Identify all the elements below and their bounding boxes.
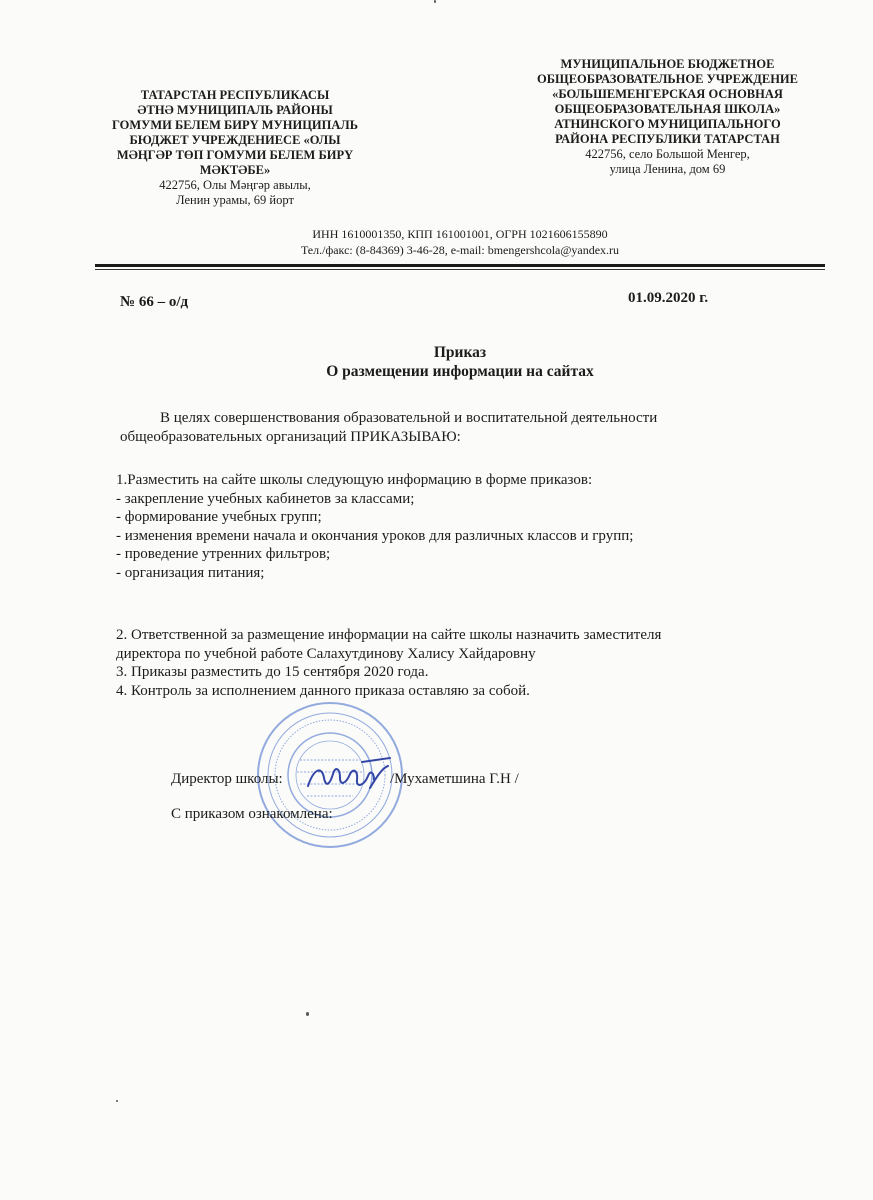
director-name: /Мухаметшина Г.Н / bbox=[390, 771, 519, 787]
order-item: директора по учебной работе Салахутдинову Халису Хайдаровну bbox=[116, 645, 536, 662]
acknowledgement-label: С приказом ознакомлена: bbox=[171, 806, 333, 822]
header-right-address: улица Ленина, дом 69 bbox=[609, 162, 726, 176]
header-right-line: РАЙОНА РЕСПУБЛИКИ ТАТАРСТАН bbox=[555, 132, 780, 146]
document-title bbox=[230, 343, 690, 381]
scan-speck bbox=[306, 1012, 309, 1016]
header-right bbox=[515, 57, 820, 177]
header-left-line: ГОМУМИ БЕЛЕМ БИРҮ МУНИЦИПАЛЬ bbox=[112, 118, 358, 132]
order-item: 3. Приказы разместить до 15 сентября 2020 года. bbox=[116, 664, 429, 680]
scan-speck bbox=[116, 1100, 118, 1102]
list-item: - организация питания; bbox=[116, 564, 265, 581]
header-right-address: 422756, село Большой Менгер, bbox=[585, 147, 750, 161]
order-date: 01.09.2020 г. bbox=[628, 290, 709, 306]
requisites bbox=[240, 226, 680, 258]
order-item: 4. Контроль за исполнением данного приказа оставляю за собой. bbox=[116, 682, 530, 699]
items-tail bbox=[116, 626, 661, 700]
header-left-address: Ленин урамы, 69 йорт bbox=[176, 193, 294, 207]
director-label: Директор школы: bbox=[171, 771, 283, 787]
requisites-ids: ИНН 1610001350, КПП 161001001, ОГРН 1021606155890 bbox=[312, 227, 608, 241]
list-item: - формирование учебных групп; bbox=[116, 509, 322, 525]
header-left-line: ӘТНӘ МУНИЦИПАЛЬ РАЙОНЫ bbox=[137, 103, 333, 117]
header-right-line: «БОЛЬШЕМЕНГЕРСКАЯ ОСНОВНАЯ bbox=[552, 87, 783, 101]
title-subject: О размещении информации на сайтах bbox=[326, 363, 594, 380]
header-right-line: МУНИЦИПАЛЬНОЕ БЮДЖЕТНОЕ bbox=[560, 57, 775, 71]
header-left-line: МӘҢГӘР ТӨП ГОМУМИ БЕЛЕМ БИРҮ bbox=[116, 148, 354, 162]
header-left-line: ТАТАРСТАН РЕСПУБЛИКАСЫ bbox=[140, 88, 330, 102]
intro-line: общеобразовательных организаций ПРИКАЗЫВАЮ: bbox=[120, 428, 461, 445]
order-item: 2. Ответственной за размещение информации на сайте школы назначить заместителя bbox=[116, 627, 662, 643]
list-item: - изменения времени начала и окончания уроков для различных классов и групп; bbox=[116, 527, 634, 544]
intro-line: В целях совершенствования образовательной и воспитательной деятельности bbox=[160, 410, 658, 426]
list-item: - закрепление учебных кабинетов за классами; bbox=[116, 490, 415, 507]
intro-paragraph bbox=[120, 409, 657, 446]
header-left-address: 422756, Олы Мәңгәр авылы, bbox=[159, 178, 311, 192]
item-1-heading: 1.Разместить на сайте школы следующую информацию в форме приказов: bbox=[116, 472, 593, 488]
header-right-line: АТНИНСКОГО МУНИЦИПАЛЬНОГО bbox=[554, 117, 781, 131]
header-divider-thin bbox=[95, 269, 825, 270]
scan-speck bbox=[434, 0, 436, 3]
title-line: Приказ bbox=[433, 344, 487, 361]
order-number: № 66 – о/д bbox=[120, 294, 189, 310]
header-right-line: ОБЩЕОБРАЗОВАТЕЛЬНАЯ ШКОЛА» bbox=[554, 102, 781, 116]
header-left-line: МӘКТӘБЕ» bbox=[199, 163, 271, 177]
header-left bbox=[100, 88, 370, 208]
requisites-contacts: Тел./факс: (8-84369) 3-46-28, e-mail: bmengershcola@yandex.ru bbox=[300, 243, 620, 257]
header-left-line: БЮДЖЕТ УЧРЕЖДЕНИЕСЕ «ОЛЫ bbox=[129, 133, 341, 147]
header-divider bbox=[95, 264, 825, 267]
list-item: - проведение утренних фильтров; bbox=[116, 546, 331, 562]
header-right-line: ОБЩЕОБРАЗОВАТЕЛЬНОЕ УЧРЕЖДЕНИЕ bbox=[537, 72, 798, 86]
director-signature bbox=[300, 748, 395, 803]
item-1 bbox=[116, 471, 633, 582]
